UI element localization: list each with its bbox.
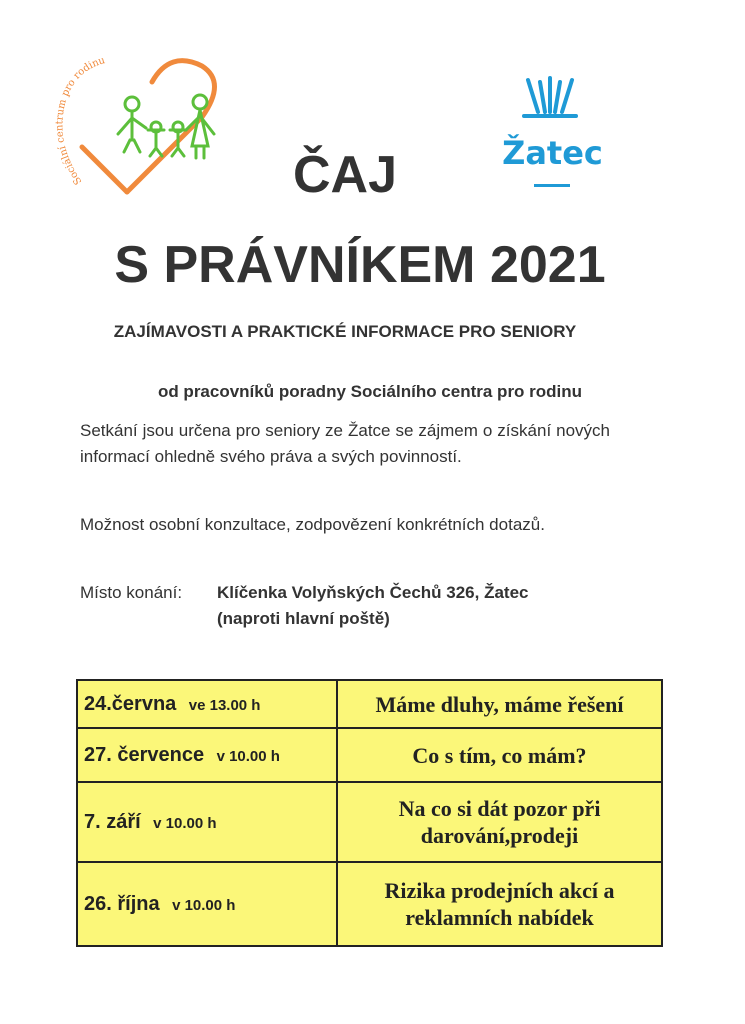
schedule-time: v 10.00 h	[172, 896, 236, 914]
schedule-date-cell	[77, 680, 337, 728]
schedule-date-cell	[77, 782, 337, 862]
schedule-time: ve 13.00 h	[188, 696, 261, 714]
table-row	[77, 782, 662, 862]
page-title-line-1: ČAJ	[292, 146, 398, 204]
zatec-logo	[490, 72, 615, 197]
schedule-date-cell	[77, 862, 337, 946]
schedule-date-cell	[77, 728, 337, 782]
zatec-logo-underline	[534, 184, 570, 187]
page-title-line-2: S PRÁVNÍKEM 2021	[114, 236, 606, 294]
crown-icon	[490, 72, 615, 132]
subtitle: ZAJÍMAVOSTI A PRAKTICKÉ INFORMACE PRO SENIORY	[113, 322, 577, 341]
social-centre-logo	[52, 52, 222, 202]
venue-address	[217, 580, 529, 632]
family-heart-icon	[52, 52, 222, 202]
schedule-date: 26. října	[84, 892, 160, 915]
schedule-date: 24.června	[84, 692, 177, 715]
logo-arc-text: Sociální centrum pro rodinu	[54, 55, 107, 187]
table-row	[77, 680, 662, 728]
table-row	[77, 862, 662, 946]
venue-address-line-2: (naproti hlavní poště)	[217, 609, 390, 628]
schedule-date: 27. července	[84, 743, 205, 766]
venue-label: Místo konání:	[80, 583, 183, 602]
schedule-topic: Co s tím, co mám?	[337, 728, 662, 782]
schedule-topic: Máme dluhy, máme řešení	[337, 680, 662, 728]
organizer-line: od pracovníků poradny Sociálního centra pro rodinu	[157, 382, 583, 401]
zatec-logo-name: Žatec	[502, 134, 603, 172]
schedule-date: 7. září	[84, 810, 141, 833]
table-row	[77, 728, 662, 782]
consultation-paragraph: Možnost osobní konzultace, zodpovězení konkrétních dotazů.	[80, 515, 545, 534]
schedule-topic: Na co si dát pozor při darování,prodeji	[337, 782, 662, 862]
schedule-time: v 10.00 h	[216, 747, 280, 765]
schedule-table	[76, 679, 663, 947]
venue-address-line-1: Klíčenka Volyňských Čechů 326, Žatec	[217, 583, 529, 602]
schedule-topic: Rizika prodejních akcí a reklamních nabídek	[337, 862, 662, 946]
intro-paragraph: Setkání jsou určena pro seniory ze Žatce se zájmem o získání nových informací ohledně svého práva a svých povinností.	[80, 421, 610, 466]
schedule-time: v 10.00 h	[153, 814, 217, 832]
